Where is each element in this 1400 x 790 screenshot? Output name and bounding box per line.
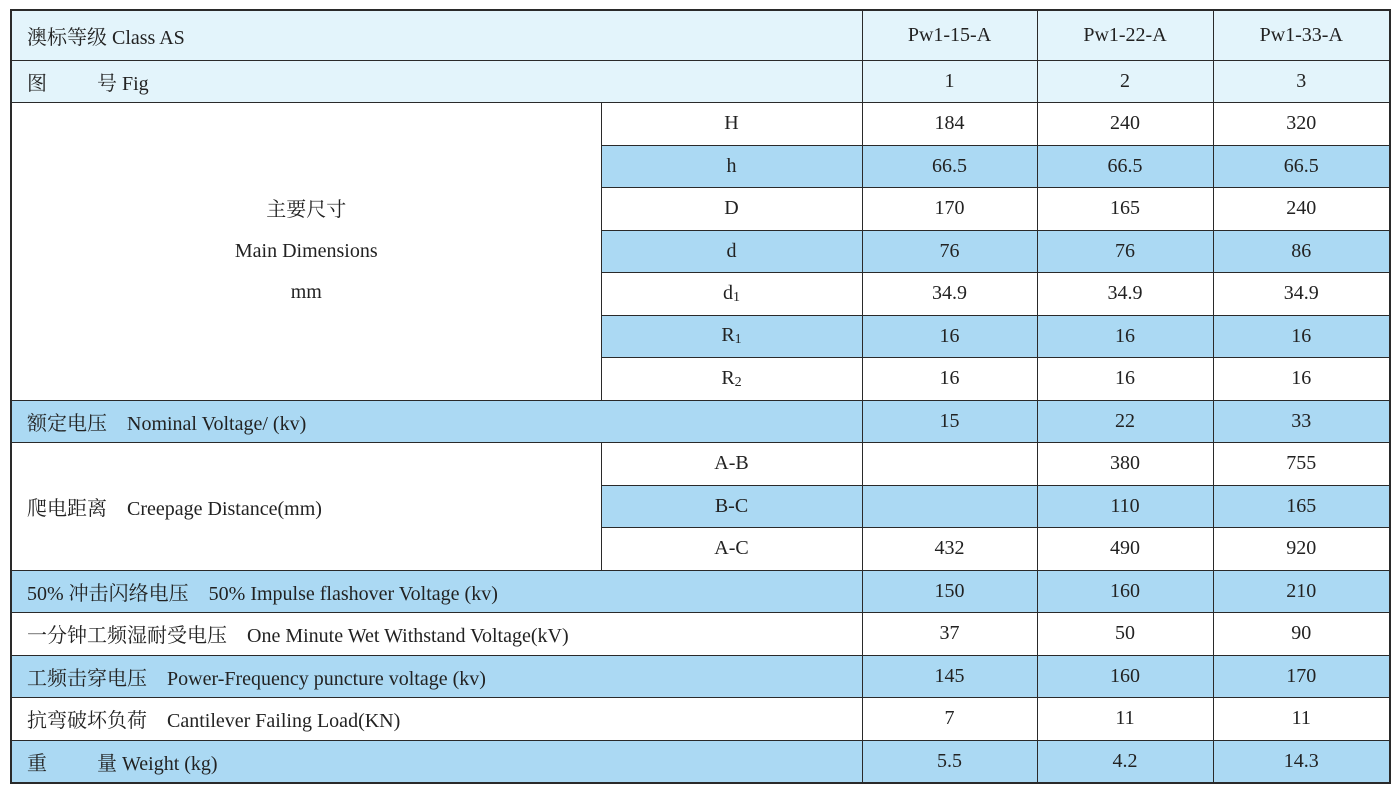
- fig-row: [11, 60, 1390, 103]
- main-dimensions-label: [11, 103, 601, 401]
- dim-value: 34.9: [1037, 273, 1213, 316]
- creepage-key: A-C: [601, 528, 862, 571]
- nominal-voltage-value: 33: [1213, 400, 1390, 443]
- main-dimensions-cn: 主要尺寸: [266, 198, 347, 221]
- fig-label: [11, 60, 862, 103]
- fig-3: 3: [1213, 60, 1390, 103]
- wet-withstand-label: 一分钟工频湿耐受电压 One Minute Wet Withstand Voltage(kV): [11, 613, 862, 656]
- creepage-value: 432: [862, 528, 1037, 571]
- cantilever-row: [11, 698, 1390, 741]
- dim-key: [601, 315, 862, 358]
- puncture-value: 145: [862, 655, 1037, 698]
- wet-withstand-value: 37: [862, 613, 1037, 656]
- dim-key: H: [601, 103, 862, 146]
- main-dimensions-en: Main Dimensions: [234, 239, 378, 262]
- dim-key: [601, 358, 862, 401]
- dim-value: 66.5: [1037, 145, 1213, 188]
- weight-value: 4.2: [1037, 740, 1213, 783]
- dim-value: 76: [1037, 230, 1213, 273]
- creepage-value: 755: [1213, 443, 1390, 486]
- cantilever-value: 7: [862, 698, 1037, 741]
- weight-row: [11, 740, 1390, 783]
- wet-withstand-value: 90: [1213, 613, 1390, 656]
- cantilever-value: 11: [1037, 698, 1213, 741]
- puncture-value: 170: [1213, 655, 1390, 698]
- dim-value: 16: [1213, 315, 1390, 358]
- dim-key-main: d: [723, 281, 733, 304]
- dim-value: 16: [862, 358, 1037, 401]
- fig-2: 2: [1037, 60, 1213, 103]
- fig-label-en: Fig: [122, 72, 149, 95]
- nominal-voltage-value: 15: [862, 400, 1037, 443]
- dim-value: 240: [1037, 103, 1213, 146]
- dim-value: 16: [1037, 358, 1213, 401]
- weight-label-en: Weight (kg): [122, 752, 218, 775]
- dim-value: 16: [1037, 315, 1213, 358]
- dim-value: 34.9: [1213, 273, 1390, 316]
- impulse-label: 50% 冲击闪络电压 50% Impulse flashover Voltage (kv): [11, 570, 862, 613]
- impulse-value: 150: [862, 570, 1037, 613]
- dim-value: 66.5: [862, 145, 1037, 188]
- puncture-row: [11, 655, 1390, 698]
- spec-table: [10, 9, 1391, 784]
- fig-label-cn: 图: [27, 72, 47, 95]
- dim-value: 165: [1037, 188, 1213, 231]
- header-row: [11, 10, 1390, 60]
- dim-value: 76: [862, 230, 1037, 273]
- dim-value: 86: [1213, 230, 1390, 273]
- creepage-value: [862, 485, 1037, 528]
- dim-value: 16: [862, 315, 1037, 358]
- dim-value: 170: [862, 188, 1037, 231]
- dim-key-main: R: [721, 324, 735, 347]
- weight-value: 14.3: [1213, 740, 1390, 783]
- creepage-value: 110: [1037, 485, 1213, 528]
- model-1: Pw1-15-A: [862, 10, 1037, 60]
- impulse-value: 210: [1213, 570, 1390, 613]
- weight-label-cn2: 量: [97, 752, 117, 775]
- dim-value: 16: [1213, 358, 1390, 401]
- dim-key: D: [601, 188, 862, 231]
- dim-key-sub: 1: [734, 332, 742, 348]
- dim-value: 34.9: [862, 273, 1037, 316]
- fig-1: 1: [862, 60, 1037, 103]
- wet-withstand-row: [11, 613, 1390, 656]
- dim-key: h: [601, 145, 862, 188]
- dim-key-sub: 1: [733, 289, 740, 305]
- cantilever-label: 抗弯破坏负荷 Cantilever Failing Load(KN): [11, 698, 862, 741]
- creepage-value: 380: [1037, 443, 1213, 486]
- dim-key: d: [601, 230, 862, 273]
- creepage-value: 165: [1213, 485, 1390, 528]
- creepage-key: B-C: [601, 485, 862, 528]
- dim-value: 320: [1213, 103, 1390, 146]
- weight-label: [11, 740, 862, 783]
- model-3: Pw1-33-A: [1213, 10, 1390, 60]
- dim-row-H: [11, 103, 1390, 146]
- dim-value: 184: [862, 103, 1037, 146]
- creepage-value: 920: [1213, 528, 1390, 571]
- puncture-label: 工频击穿电压 Power-Frequency puncture voltage (kv): [11, 655, 862, 698]
- dim-key-main: R: [721, 366, 735, 389]
- creepage-row-AB: [11, 443, 1390, 486]
- main-dimensions-unit: mm: [290, 280, 322, 303]
- model-2: Pw1-22-A: [1037, 10, 1213, 60]
- impulse-row: [11, 570, 1390, 613]
- creepage-value: 490: [1037, 528, 1213, 571]
- fig-label-cn2: 号: [97, 72, 117, 95]
- cantilever-value: 11: [1213, 698, 1390, 741]
- creepage-value: [862, 443, 1037, 486]
- creepage-key: A-B: [601, 443, 862, 486]
- nominal-voltage-label: 额定电压 Nominal Voltage/ (kv): [11, 400, 862, 443]
- dim-value: 66.5: [1213, 145, 1390, 188]
- wet-withstand-value: 50: [1037, 613, 1213, 656]
- nominal-voltage-value: 22: [1037, 400, 1213, 443]
- weight-value: 5.5: [862, 740, 1037, 783]
- nominal-voltage-row: [11, 400, 1390, 443]
- dim-value: 240: [1213, 188, 1390, 231]
- creepage-label: 爬电距离 Creepage Distance(mm): [11, 443, 601, 571]
- weight-label-cn: 重: [27, 752, 47, 775]
- dim-key-sub: 2: [734, 374, 742, 390]
- impulse-value: 160: [1037, 570, 1213, 613]
- dim-key: [601, 273, 862, 316]
- class-label: 澳标等级 Class AS: [11, 10, 862, 60]
- puncture-value: 160: [1037, 655, 1213, 698]
